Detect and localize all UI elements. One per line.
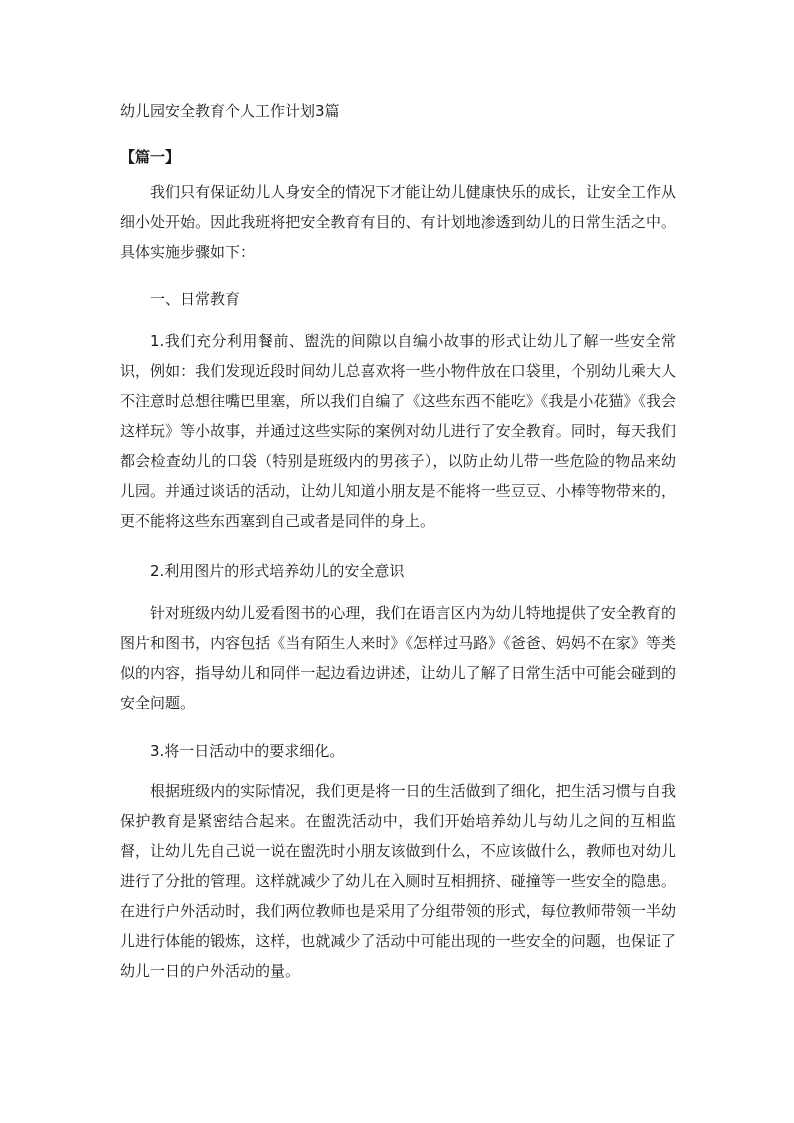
heading-daily-education: 一、日常教育: [150, 290, 241, 308]
document-title: 幼儿园安全教育个人工作计划3篇: [120, 102, 340, 120]
item-3-paragraph: 根据班级内的实际情况，我们更是将一日的生活做到了细化，把生活习惯与自我保护教育是紧密结合起来。在盥洗活动中，我们开始培养幼儿与幼儿之间的互相监督，让幼儿先自己说一说在盥洗时小朋友该做到什么，不应该做什么，教师也对幼儿进行了分批的管理。这样就减少了幼儿在入厕时互相拥挤、碰撞等一些安全的隐患。在进行户外活动时，我们两位教师也是采用了分组带领的形式，每位教师带领一半幼儿进行体能的锻炼，这样，也就减少了活动中可能出现的一些安全的问题，也保证了幼儿一日的户外活动的量。: [120, 782, 676, 980]
section-label: 【篇一】: [120, 148, 181, 166]
item-3-heading: 3.将一日活动中的要求细化。: [150, 742, 345, 760]
intro-paragraph: 我们只有保证幼儿人身安全的情况下才能让幼儿健康快乐的成长，让安全工作从细小处开始。因此我班将把安全教育有目的、有计划地渗透到幼儿的日常生活之中。具体实施步骤如下：: [120, 183, 676, 261]
item-1-paragraph: 1.我们充分利用餐前、盥洗的间隙以自编小故事的形式让幼儿了解一些安全常识，例如：我们发现近段时间幼儿总喜欢将一些小物件放在口袋里，个别幼儿乘大人不注意时总想往嘴巴里塞，所以我们自编了《这些东西不能吃》《我是小花猫》《我会这样玩》等小故事，并通过这些实际的案例对幼儿进行了安全教育。同时，每天我们都会检查幼儿的口袋（特别是班级内的男孩子），以防止幼儿带一些危险的物品来幼儿园。并通过谈话的活动，让幼儿知道小朋友是不能将一些豆豆、小棒等物带来的，更不能将这些东西塞到自己或者是同伴的身上。: [120, 332, 676, 530]
item-2-heading: 2.利用图片的形式培养幼儿的安全意识: [150, 562, 405, 580]
item-2-paragraph: 针对班级内幼儿爱看图书的心理，我们在语言区内为幼儿特地提供了安全教育的图片和图书，内容包括《当有陌生人来时》《怎样过马路》《爸爸、妈妈不在家》等类似的内容，指导幼儿和同伴一起边看边讲述，让幼儿了解了日常生活中可能会碰到的安全问题。: [120, 604, 676, 712]
